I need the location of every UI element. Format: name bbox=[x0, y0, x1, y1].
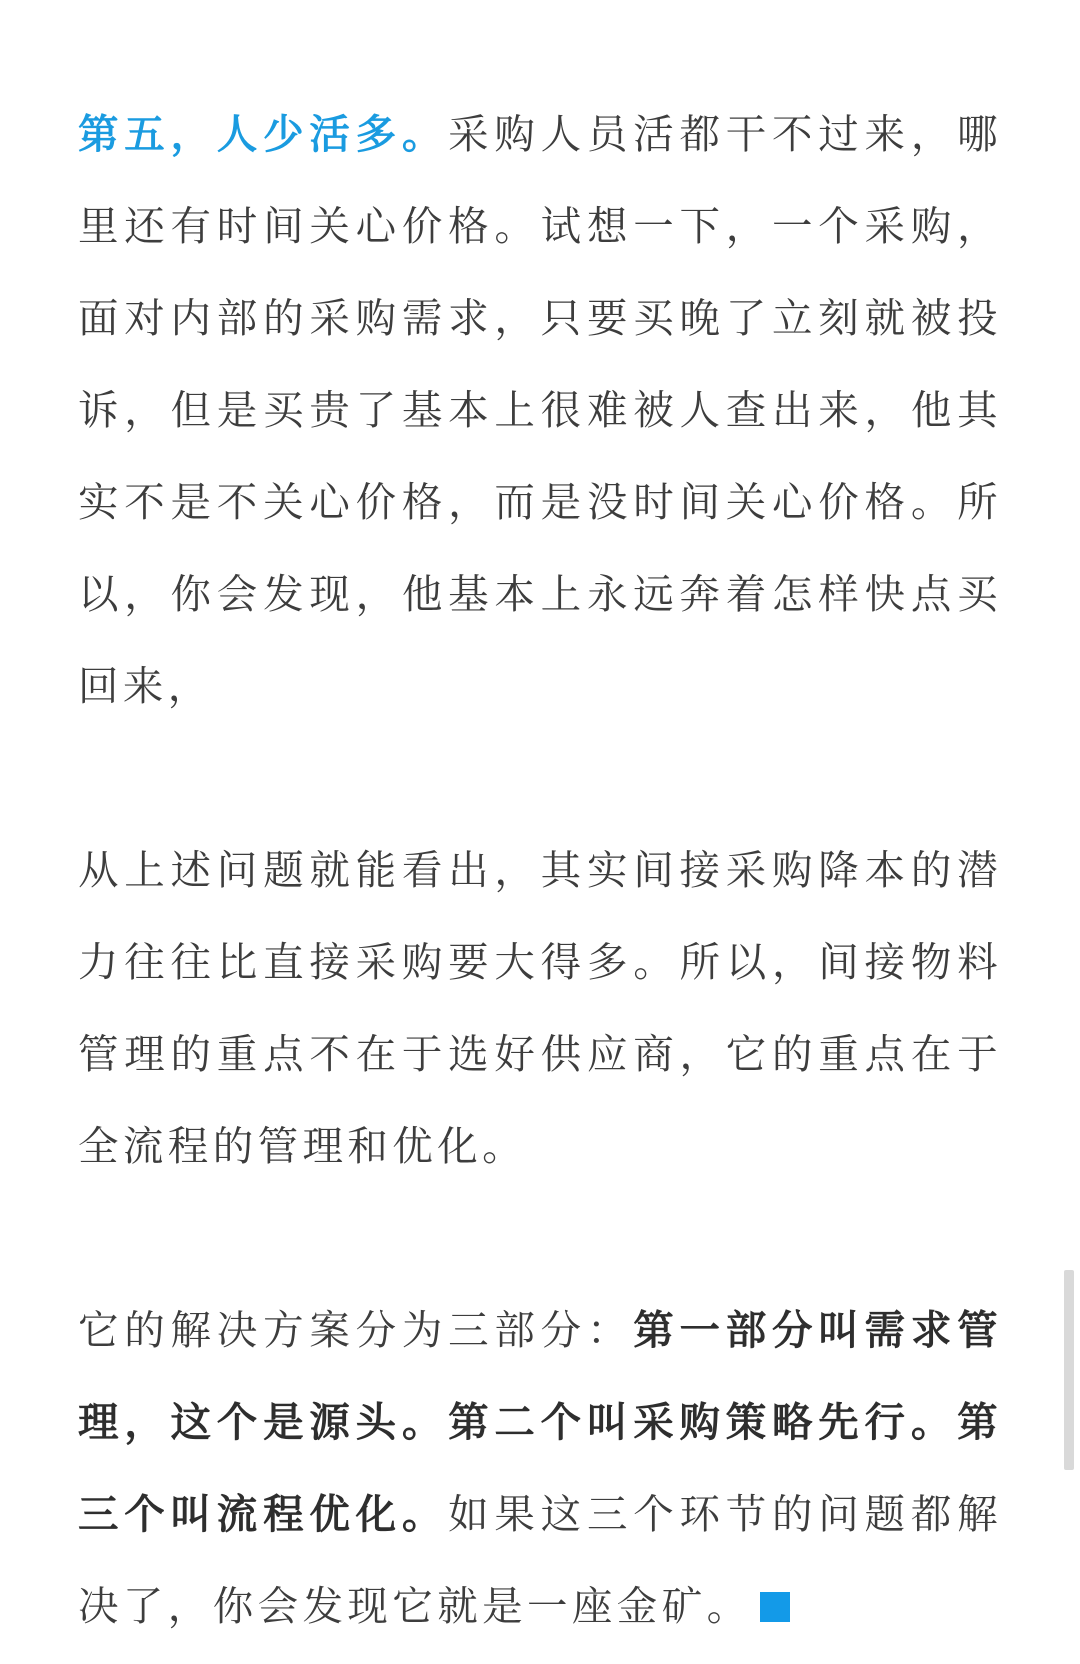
end-marker-icon bbox=[760, 1592, 790, 1622]
paragraph-intro: 它的解决方案分为三部分： bbox=[78, 1306, 634, 1354]
paragraph-solution bbox=[78, 1284, 1002, 1652]
paragraph-tail: 如果这三个环节的问题都解决了，你会发现它就是一座金矿。 bbox=[78, 1490, 1002, 1630]
article-body bbox=[78, 88, 1002, 1652]
highlight-heading: 第五，人少活多。 bbox=[78, 110, 449, 158]
paragraph-text: 采购人员活都干不过来，哪里还有时间关心价格。试想一下，一个采购，面对内部的采购需求，只要买晚了立刻就被投诉，但是买贵了基本上很难被人查出来，他其实不是不关心价格，而是没时间关心价格。所以，你会发现，他基本上永远奔着怎样快点买回来， bbox=[78, 110, 1002, 710]
paragraph-text: 从上述问题就能看出，其实间接采购降本的潜力往往比直接采购要大得多。所以，间接物料管理的重点不在于选好供应商，它的重点在于全流程的管理和优化。 bbox=[78, 846, 1002, 1170]
paragraph-conclusion bbox=[78, 824, 1002, 1192]
scrollbar[interactable] bbox=[1064, 1270, 1074, 1470]
bold-point-1: 第一部分叫需求管理，这个是源头。 bbox=[78, 1306, 1002, 1446]
bold-point-2: 第二个叫采购策略先行。 bbox=[448, 1398, 958, 1446]
paragraph-fifth-point bbox=[78, 88, 1002, 732]
bold-point-3: 第三个叫流程优化。 bbox=[78, 1398, 1002, 1538]
